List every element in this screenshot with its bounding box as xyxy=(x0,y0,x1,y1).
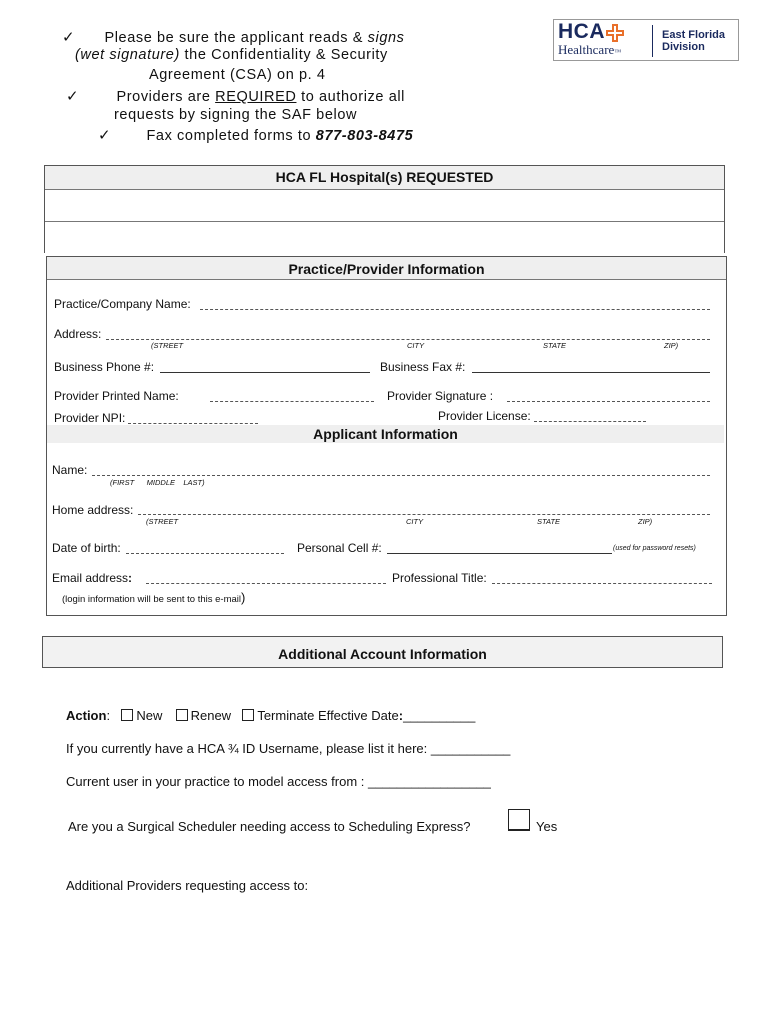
email-label: Email address: xyxy=(52,571,133,585)
provider-signature-field[interactable] xyxy=(507,401,710,402)
scheduler-yes-label: Yes xyxy=(536,819,558,834)
renew-checkbox[interactable] xyxy=(176,709,188,721)
home-state-hint: STATE xyxy=(537,517,561,526)
personal-cell-note: (used for password resets) xyxy=(613,545,696,552)
provider-npi-label: Provider NPI: xyxy=(54,411,126,425)
terminate-checkbox[interactable] xyxy=(242,709,254,721)
instruction-1-line3: Agreement (CSA) on p. 4 xyxy=(149,67,326,83)
home-address-label: Home address: xyxy=(52,503,134,517)
provider-name-label: Provider Printed Name: xyxy=(54,389,179,403)
business-phone-field[interactable] xyxy=(160,372,370,373)
instruction-2: ✓ Providers are REQUIRED to authorize all xyxy=(66,88,406,105)
check-mark-icon: ✓ xyxy=(62,29,76,46)
address-state-hint: STATE xyxy=(543,341,567,350)
hospitals-section xyxy=(44,165,725,253)
additional-providers-label: Additional Providers requesting access to: xyxy=(66,878,309,893)
model-user-question: Current user in your practice to model access from : _________________ xyxy=(66,774,491,789)
company-name-field[interactable] xyxy=(200,309,710,310)
email-field[interactable] xyxy=(146,583,386,584)
effective-date-field[interactable]: __________ xyxy=(403,708,476,723)
hca-cross-icon xyxy=(606,24,624,42)
dob-label: Date of birth: xyxy=(52,541,121,555)
address-street-hint: (STREET xyxy=(151,341,184,350)
professional-title-field[interactable] xyxy=(492,583,712,584)
applicant-name-hint: (FIRST MIDDLE LAST) xyxy=(110,478,205,487)
email-note: (login information will be sent to this e-mail) xyxy=(62,590,246,605)
instruction-3: ✓ Fax completed forms to 877-803-8475 xyxy=(98,127,414,144)
home-address-field[interactable] xyxy=(138,514,710,515)
address-city-hint: CITY xyxy=(407,341,425,350)
address-field[interactable] xyxy=(106,339,710,340)
action-row: Action: New Renew Terminate Effective Date:__________ xyxy=(66,708,476,723)
provider-npi-field[interactable] xyxy=(128,423,258,424)
instruction-1: ✓ Please be sure the applicant reads & signs xyxy=(62,29,405,46)
applicant-header: Applicant Information xyxy=(47,425,724,443)
hospital-row-2[interactable] xyxy=(45,222,724,253)
new-checkbox[interactable] xyxy=(121,709,133,721)
dob-field[interactable] xyxy=(126,553,284,554)
professional-title-label: Professional Title: xyxy=(392,571,487,585)
home-street-hint: (STREET xyxy=(146,517,179,526)
business-fax-field[interactable] xyxy=(472,372,710,373)
hca-logo xyxy=(553,19,739,61)
instruction-2-line2: requests by signing the SAF below xyxy=(114,107,358,123)
business-phone-label: Business Phone #: xyxy=(54,360,155,374)
address-label: Address: xyxy=(54,327,102,341)
home-city-hint: CITY xyxy=(406,517,424,526)
logo-divider xyxy=(652,25,653,57)
account-header: Additional Account Information xyxy=(42,636,723,668)
logo-brand: HCA xyxy=(558,20,605,43)
hospital-row-1[interactable] xyxy=(45,190,724,222)
instruction-1-line2: (wet signature) the Confidentiality & Security xyxy=(75,47,388,63)
address-zip-hint: ZIP) xyxy=(664,341,679,350)
personal-cell-field[interactable] xyxy=(387,553,612,554)
home-zip-hint: ZIP) xyxy=(638,517,653,526)
check-mark-icon: ✓ xyxy=(66,88,80,105)
scheduler-yes-checkbox[interactable] xyxy=(508,809,530,831)
provider-name-field[interactable] xyxy=(210,401,374,402)
hospitals-header: HCA FL Hospital(s) REQUESTED xyxy=(45,166,724,190)
business-fax-label: Business Fax #: xyxy=(380,360,466,374)
username-question: If you currently have a HCA ¾ ID Username, please list it here: ___________ xyxy=(66,741,511,756)
logo-division: East Florida Division xyxy=(662,29,725,53)
personal-cell-label: Personal Cell #: xyxy=(297,541,382,555)
provider-license-field[interactable] xyxy=(534,421,646,422)
provider-signature-label: Provider Signature : xyxy=(387,389,494,403)
check-mark-icon: ✓ xyxy=(98,127,112,144)
practice-header: Practice/Provider Information xyxy=(47,257,726,280)
applicant-name-label: Name: xyxy=(52,463,88,477)
provider-license-label: Provider License: xyxy=(438,409,531,423)
scheduler-question: Are you a Surgical Scheduler needing access to Scheduling Express? xyxy=(68,819,471,834)
logo-sub: Healthcare™ xyxy=(558,42,622,57)
applicant-name-field[interactable] xyxy=(92,475,710,476)
company-name-label: Practice/Company Name: xyxy=(54,297,191,311)
